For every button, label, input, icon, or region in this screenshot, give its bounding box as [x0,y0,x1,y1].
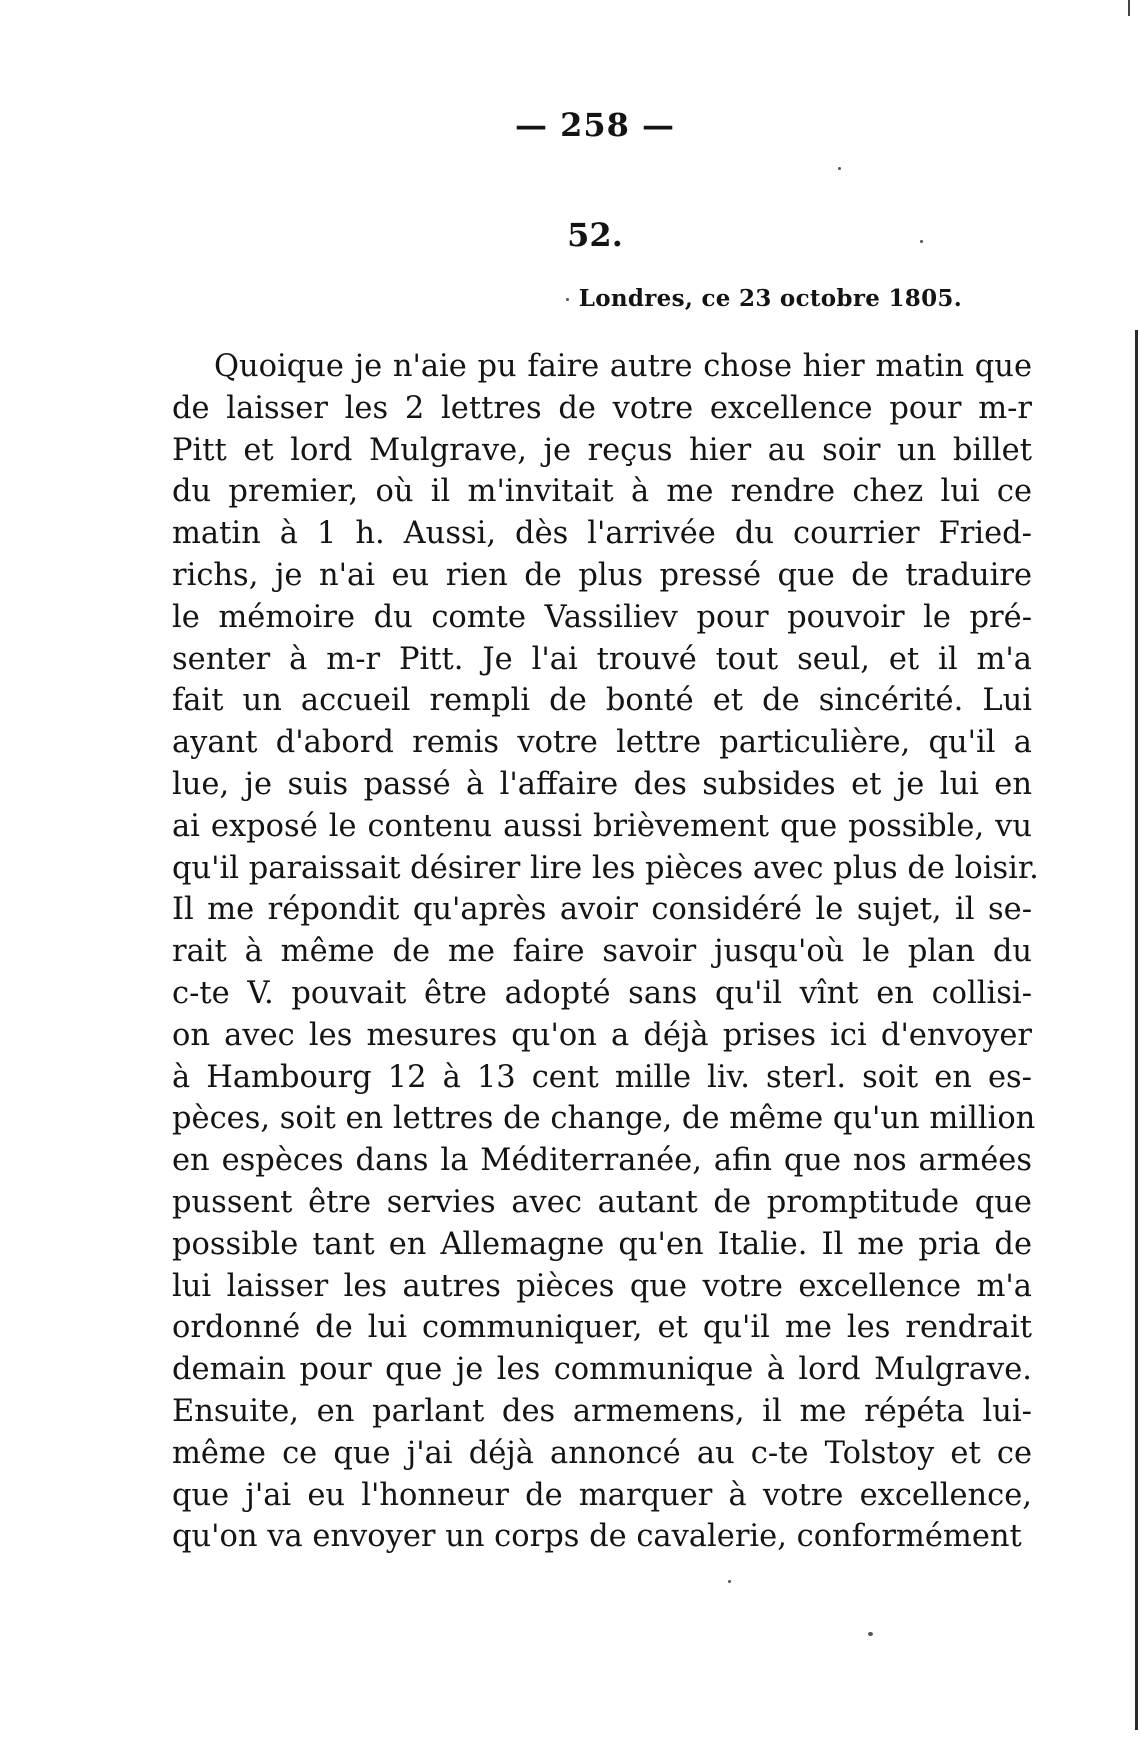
body-line: Quoique je n'aie pu faire autre chose hier matin que [214,349,1032,384]
body-line: richs, je n'ai eu rien de plus pressé que de traduire [172,557,1032,593]
scan-edge-shadow [1135,330,1138,1730]
scan-speck [868,1632,873,1636]
scan-speck [566,298,569,301]
body-line: senter à m-r Pitt. Je l'ai trouvé tout seul, et il m'a [172,641,1032,677]
body-line: que j'ai eu l'honneur de marquer à votre excellence, [172,1477,1032,1513]
scan-edge-mark [1128,0,1130,16]
body-line: fait un accueil rempli de bonté et de sincérité. Lui [172,683,1032,719]
body-line: à Hambourg 12 à 13 cent mille liv. sterl. soit en es- [172,1059,1032,1095]
scan-speck [838,167,841,170]
body-line: on avec les mesures qu'on a déjà prises ici d'envoyer [172,1017,1032,1053]
body-line: Il me répondit qu'après avoir considéré le sujet, il se- [172,892,1032,928]
body-line: de laisser les 2 lettres de votre excellence pour m-r [172,390,1032,426]
body-line: matin à 1 h. Aussi, dès l'arrivée du courrier Fried- [172,516,1032,552]
body-line: rait à même de me faire savoir jusqu'où le plan du [172,934,1032,970]
body-line: possible tant en Allemagne qu'en Italie. Il me pria de [172,1226,1032,1262]
body-line: c-te V. pouvait être adopté sans qu'il vînt en collisi- [172,975,1032,1011]
body-line: ai exposé le contenu aussi brièvement que possible, vu [172,808,1032,844]
letter-body [172,346,1039,1558]
body-line: pèces, soit en lettres de change, de même qu'un million [172,1101,1036,1137]
scan-speck [728,1580,731,1583]
body-line: qu'on va envoyer un corps de cavalerie, conformément [172,1519,1022,1555]
body-line: même ce que j'ai déjà annoncé au c-te Tolstoy et ce [172,1435,1032,1471]
body-line: ayant d'abord remis votre lettre particulière, qu'il a [172,725,1032,761]
body-line: ordonné de lui communiquer, et qu'il me les rendrait [172,1310,1032,1346]
body-line: Ensuite, en parlant des armemens, il me répéta lui- [172,1393,1032,1429]
body-line: lui laisser les autres pièces que votre excellence m'a [172,1268,1032,1304]
body-line: en espèces dans la Méditerranée, afin que nos armées [172,1143,1032,1179]
body-line: lue, je suis passé à l'affaire des subsides et je lui en [172,766,1032,802]
page-number: — 258 — [514,106,676,144]
body-line: qu'il paraissait désirer lire les pièces avec plus de loisir. [172,850,1039,886]
body-line: du premier, où il m'invitait à me rendre chez lui ce [172,474,1032,510]
dateline: Londres, ce 23 octobre 1805. [578,285,962,312]
scan-speck [920,240,923,243]
letter-number: 52. [567,216,623,254]
body-line: pussent être servies avec autant de promptitude que [172,1184,1032,1220]
body-line: demain pour que je les communique à lord Mulgrave. [172,1352,1032,1388]
body-line: Pitt et lord Mulgrave, je reçus hier au soir un billet [172,432,1032,468]
body-line: le mémoire du comte Vassiliev pour pouvoir le pré- [172,599,1032,635]
